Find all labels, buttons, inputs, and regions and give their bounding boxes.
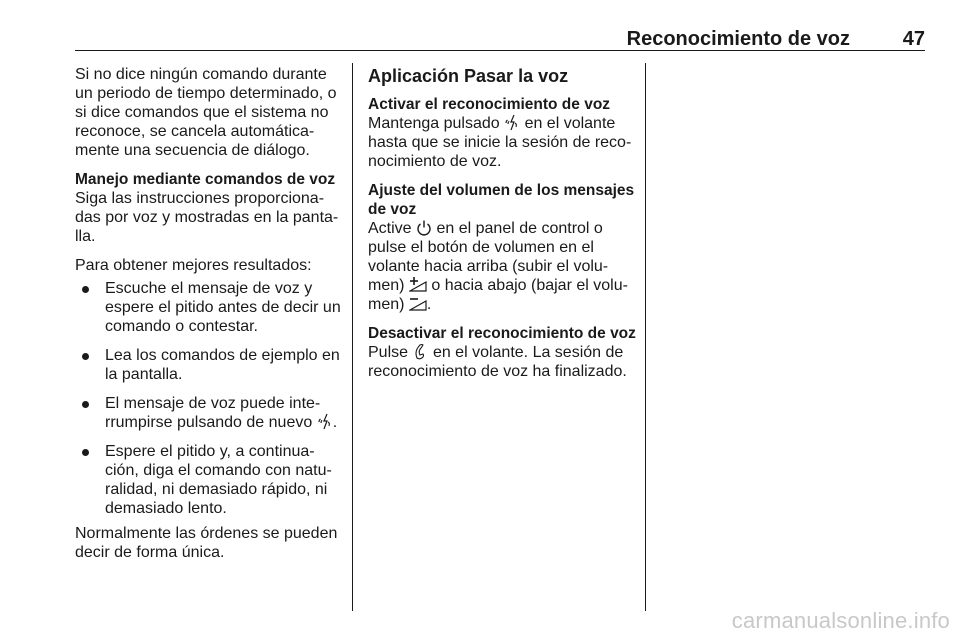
bullet-dot	[82, 286, 89, 293]
list-item: Espere el pitido y, a continua- ción, diga el comando con natu- ralidad, ni demasiado rápido, ni demasiado lento.	[75, 442, 343, 518]
bullet-dot	[82, 353, 89, 360]
bullet-dot	[82, 401, 89, 408]
intro-paragraph: Si no dice ningún comando durante un periodo de tiempo determinado, o si dice comandos que el sistema no reconoce, se cancela automática- mente una secuencia de diálogo.	[75, 66, 337, 159]
commands-section: Manejo mediante comandos de voz Siga las instrucciones proporciona- das por voz y mostradas en la panta- lla.	[75, 170, 343, 246]
column-divider-left	[352, 63, 353, 611]
closing-paragraph: Normalmente las órdenes se pueden decir de forma única.	[75, 525, 338, 561]
column-divider-right	[645, 63, 646, 611]
tips-list	[75, 279, 343, 518]
hang-up-icon	[412, 343, 428, 360]
column-middle	[368, 65, 636, 391]
volume-section: Ajuste del volumen de los mensajes de voz Active en el panel de control o pulse el botón de volumen en el volante hacia arriba (subir el volu- men) o hacia abajo (bajar el volu- men) .	[368, 182, 635, 313]
column-left	[75, 65, 343, 572]
volume-down-icon	[409, 295, 427, 312]
list-item: Escuche el mensaje de voz y espere el pitido antes de decir un comando o contestar.	[75, 279, 343, 336]
app-heading: Aplicación Pasar la voz	[368, 66, 569, 86]
header-rule	[75, 50, 925, 51]
section-heading: Manejo mediante comandos de voz	[75, 171, 336, 188]
power-icon	[416, 219, 432, 236]
deactivate-heading: Desactivar el reconocimiento de voz	[368, 325, 636, 342]
tips-intro: Para obtener mejores resultados:	[75, 257, 312, 274]
volume-up-icon	[409, 276, 427, 293]
bullet-dot	[82, 449, 89, 456]
voice-icon	[504, 114, 520, 131]
deactivate-section: Desactivar el reconocimiento de voz Pulse en el volante. La sesión de reconocimiento de voz ha finalizado.	[368, 325, 636, 380]
activate-heading: Activar el reconocimiento de voz	[368, 96, 611, 113]
list-item: El mensaje de voz puede inte- rrumpirse pulsando de nuevo .	[75, 394, 343, 432]
list-item: Lea los comandos de ejemplo en la pantalla.	[75, 346, 343, 384]
page-title: Reconocimiento de voz	[626, 28, 850, 50]
activate-section: Activar el reconocimiento de voz Mantenga pulsado en el volante hasta que se inicie la sesión de reco- nocimiento de voz.	[368, 95, 636, 171]
page-header	[75, 28, 925, 50]
watermark: carmanualsonline.info	[731, 608, 950, 633]
page-number: 47	[902, 28, 925, 50]
volume-heading: Ajuste del volumen de los mensajes de voz	[368, 182, 635, 218]
voice-icon	[317, 413, 333, 430]
